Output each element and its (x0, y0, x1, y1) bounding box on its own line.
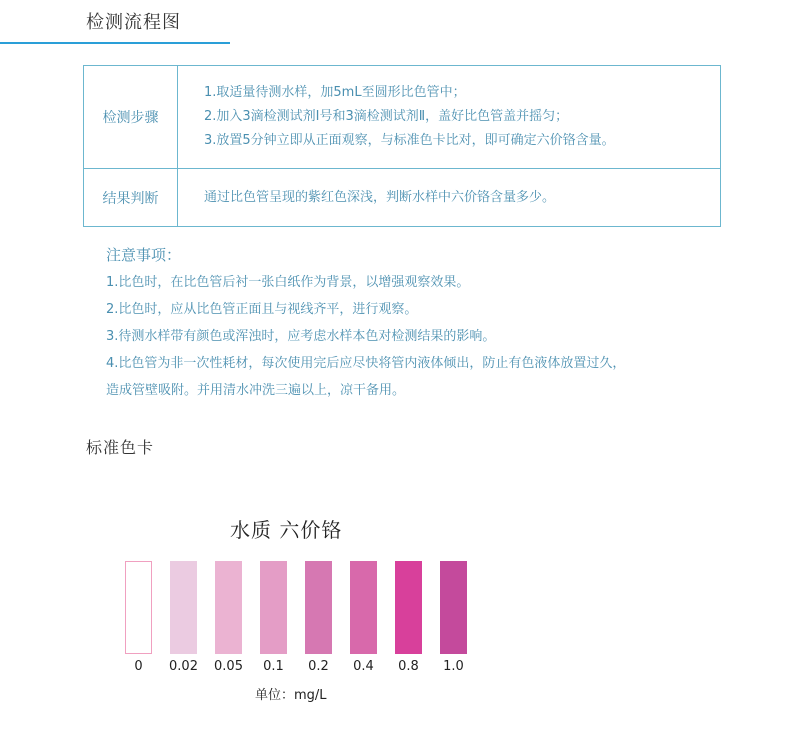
color-swatch-0.2 (305, 561, 332, 654)
result-text: 通过比色管呈现的紫红色深浅，判断水样中六价铬含量多少。 (204, 189, 556, 205)
result-row (84, 169, 721, 227)
color-swatch-0.05 (215, 561, 242, 654)
swatch-label-0.1: 0.1 (263, 659, 284, 674)
swatch-label-0.4: 0.4 (353, 659, 374, 674)
swatch-label-0.02: 0.02 (169, 659, 198, 674)
step-3: 3.放置5分钟立即从正面观察，与标准色卡比对，即可确定六价铬含量。 (204, 133, 615, 148)
result-cell (178, 169, 721, 227)
note-line-5: 造成管壁吸附。并用清水冲洗三遍以上，凉干备用。 (106, 383, 406, 398)
color-swatch-0 (125, 561, 152, 654)
unit-label: 单位：mg/L (255, 688, 327, 703)
color-swatch-1.0 (440, 561, 467, 654)
note-line-4: 4.比色管为非一次性耗材，每次使用完后应尽快将管内液体倾出，防止有色液体放置过久， (106, 356, 626, 371)
swatch-label-0: 0 (134, 659, 143, 674)
color-card-section-title: 标准色卡 (86, 438, 155, 457)
step-2: 2.加入3滴检测试剂Ⅰ号和3滴检测试剂Ⅱ，盖好比色管盖并摇匀； (204, 109, 569, 124)
note-line-3: 3.待测水样带有颜色或浑浊时，应考虑水样本色对检测结果的影响。 (106, 329, 496, 344)
color-swatch-0.02 (170, 561, 197, 654)
swatch-label-0.8: 0.8 (398, 659, 419, 674)
steps-row (84, 66, 721, 169)
title-underline (0, 42, 230, 44)
note-line-2: 2.比色时，应从比色管正面且与视线齐平，进行观察。 (106, 302, 418, 317)
note-line-1: 1.比色时，在比色管后衬一张白纸作为背景，以增强观察效果。 (106, 275, 470, 290)
swatch-label-0.05: 0.05 (214, 659, 243, 674)
notes-title: 注意事项： (106, 246, 182, 264)
color-swatch-0.1 (260, 561, 287, 654)
color-card-title: 水质 六价铬 (230, 518, 343, 542)
section-title-flowchart: 检测流程图 (86, 12, 181, 33)
swatch-label-1.0: 1.0 (443, 659, 464, 674)
steps-header: 检测步骤 (84, 66, 178, 169)
procedure-table (83, 65, 721, 227)
color-swatch-0.8 (395, 561, 422, 654)
result-header: 结果判断 (84, 169, 178, 227)
steps-cell (178, 66, 721, 169)
swatch-label-0.2: 0.2 (308, 659, 329, 674)
color-swatch-0.4 (350, 561, 377, 654)
step-1: 1.取适量待测水样，加5mL至圆形比色管中； (204, 85, 466, 100)
